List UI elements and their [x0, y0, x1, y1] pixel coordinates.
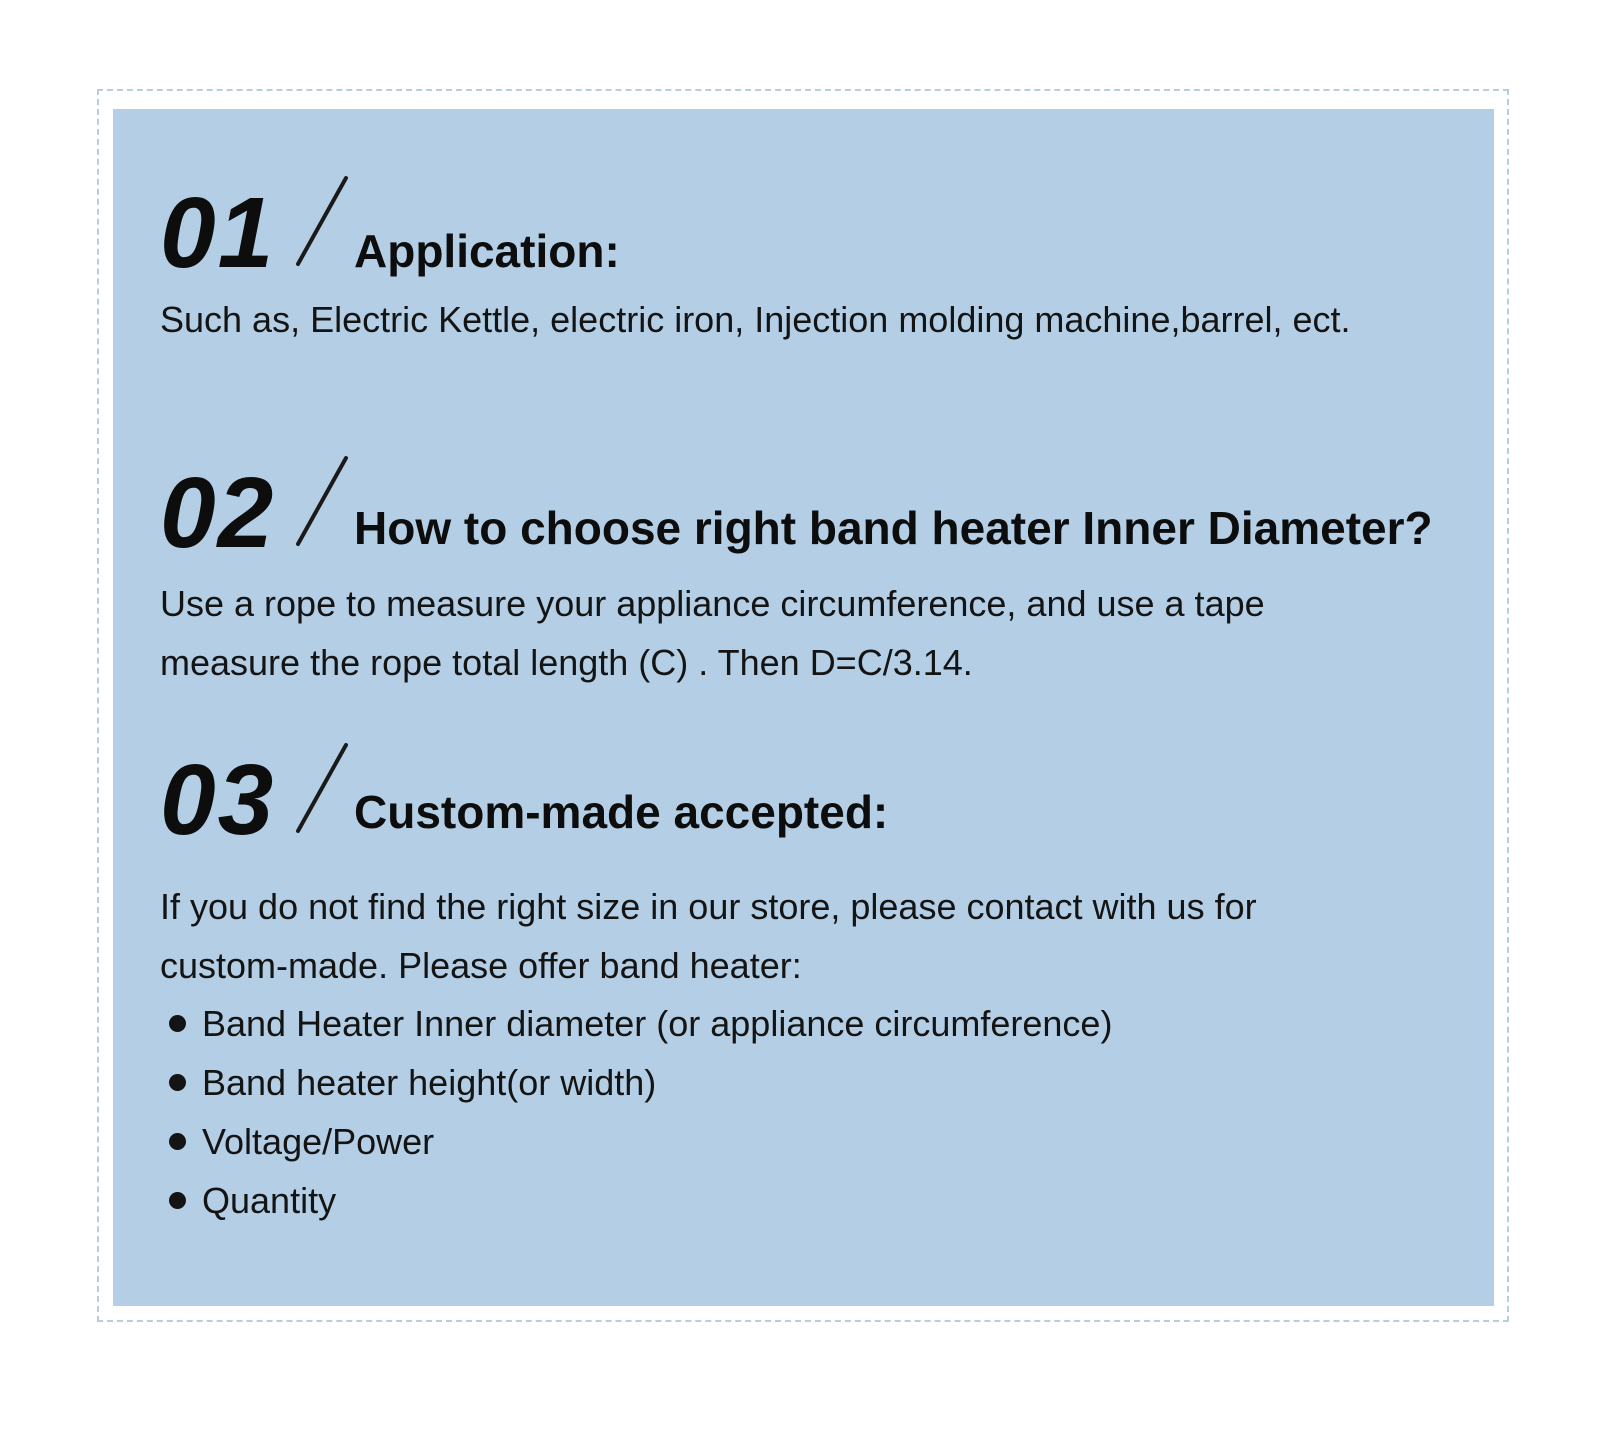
custom-requirements-list	[165, 994, 1112, 1230]
list-item	[165, 1171, 1112, 1230]
list-item-label: Voltage/Power	[202, 1121, 435, 1162]
section-title-custom-made: Custom-made accepted:	[354, 786, 889, 838]
section-title-inner-diameter: How to choose right band heater Inner Diameter?	[354, 502, 1433, 554]
section-number-03: 03	[160, 744, 276, 856]
list-item	[165, 994, 1112, 1053]
bullet-dot-icon	[169, 1133, 186, 1150]
application-text: Such as, Electric Kettle, electric iron, Injection molding machine,barrel, ect.	[160, 299, 1351, 340]
list-item-label: Band heater height(or width)	[202, 1062, 657, 1103]
bullet-dot-icon	[169, 1192, 186, 1209]
custom-text-line-2: custom-made. Please offer band heater:	[160, 945, 802, 986]
bullet-dot-icon	[169, 1074, 186, 1091]
section-number-01: 01	[160, 177, 276, 289]
list-item-label: Band Heater Inner diameter (or appliance circumference)	[202, 1003, 1113, 1044]
list-item-label: Quantity	[202, 1180, 337, 1221]
list-item	[165, 1053, 1112, 1112]
list-item	[165, 1112, 1112, 1171]
diameter-text-line-2: measure the rope total length (C) . Then D=C/3.14.	[160, 642, 973, 683]
bullet-dot-icon	[169, 1015, 186, 1032]
section-title-application: Application:	[354, 225, 620, 277]
section-number-02: 02	[160, 457, 276, 569]
custom-text-line-1: If you do not find the right size in our store, please contact with us for	[160, 886, 1257, 927]
diameter-text-line-1: Use a rope to measure your appliance circumference, and use a tape	[160, 583, 1265, 624]
